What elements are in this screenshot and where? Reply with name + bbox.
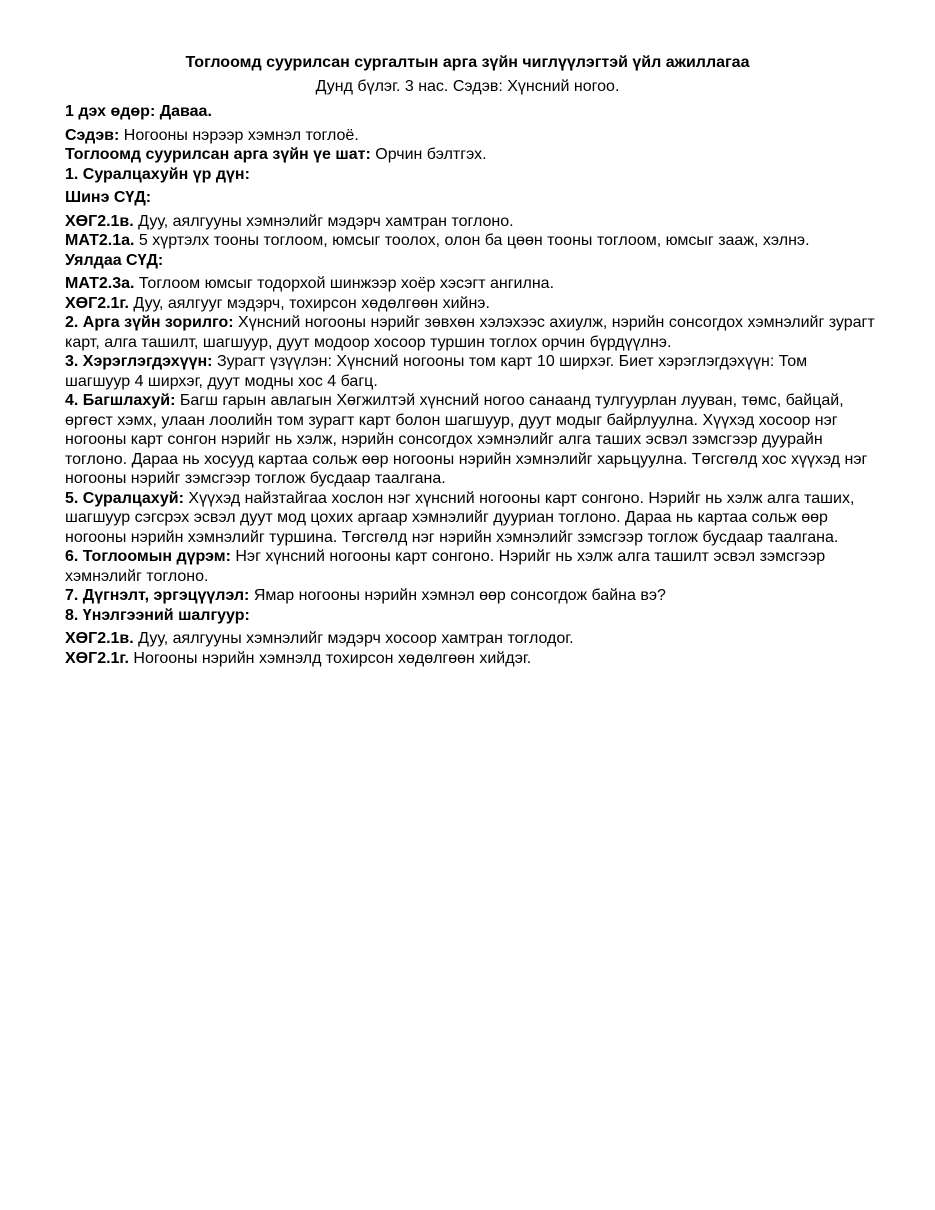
results-heading: 1. Суралцахуйн үр дүн:	[65, 165, 250, 183]
new-outcomes-heading: Шинэ СҮД:	[65, 189, 152, 206]
stage-label: Тоглоомд суурилсан арга зүйн үе шат:	[65, 146, 371, 163]
linked-outcome-item: ХӨГ2.1г. Дуу, аялгууг мэдэрч, тохирсон хөдөлгөөн хийнэ.	[65, 294, 490, 312]
reflection-paragraph	[65, 586, 875, 606]
reflection-label: 7. Дүгнэлт, эргэцүүлэл:	[65, 587, 250, 604]
rules-paragraph	[65, 547, 875, 586]
linked-outcome-item: МАТ2.3а. Тоглоом юмсыг тодорхой шинжээр хоёр хэсэгт ангилна.	[65, 275, 555, 292]
criteria-item: ХӨГ2.1в. Дуу, аялгууны хэмнэлийг мэдэрч хосоор хамтран тоглодог.	[65, 630, 574, 647]
teaching-paragraph	[65, 391, 875, 489]
new-outcome-item: МАТ2.1а. 5 хүртэлх тооны тоглоом, юмсыг тоолох, олон ба цөөн тооны тоглоом, юмсыг зааж, хэлнэ.	[65, 232, 810, 249]
day-heading: 1 дэх өдөр: Даваа.	[65, 103, 212, 120]
stage-text: Орчин бэлтгэх.	[375, 146, 487, 163]
document-title: Тоглоомд суурилсан сургалтын арга зүйн чиглүүлэгтэй үйл ажиллагаа	[185, 54, 750, 71]
topic-line	[65, 126, 875, 146]
document-subtitle: Дунд бүлэг. 3 нас. Сэдэв: Хүнсний ногоо.	[315, 78, 620, 95]
linked-outcomes-heading: Уялдаа СҮД:	[65, 251, 164, 269]
document-body	[65, 102, 875, 668]
goal-text: Хүнсний ногооны нэрийг зөвхөн хэлэхээс ахиулж, нэрийн сонсогдох хэмнэлийг зурагт карт, алга ташилт, шагшуур, дуут модоор хосоор туршин тоглох орчин бүрдүүлнэ.	[65, 314, 875, 351]
topic-text: Ногооны нэрээр хэмнэл тоглоё.	[123, 126, 359, 144]
reflection-text: Ямар ногооны нэрийн хэмнэл өөр сонсогдож байна вэ?	[253, 587, 666, 604]
materials-label: 3. Хэрэглэгдэхүүн:	[65, 353, 213, 370]
teaching-text: Багш гарын авлагын Хөгжилтэй хүнсний ногоо санаанд тулгуурлан лууван, төмс, байцай, өргөст хэмх, улаан лоолийн том зурагт карт болон шагшуур, дуут модыг байрлуулна. Хүүхэд хосоор нэг ногооны карт сонгон нэрийг нь хэлж, нэрийн сонсогдох хэмнэлийг алга таших эсвэл зэмсгээр дуурайн тоглоно. Дараа нь хосууд картаа сольж өөр ногооны нэрийн хэмнэлийг харьцуулна. Төгсгөлд хос хүүхэд нэг ногооны нэрийг зэмсгээр тоглож бусдаар таалгана.	[65, 392, 868, 487]
materials-paragraph	[65, 352, 875, 391]
stage-line	[65, 145, 875, 165]
learning-paragraph	[65, 489, 875, 548]
criteria-item: ХӨГ2.1г. Ногооны нэрийн хэмнэлд тохирсон хөдөлгөөн хийдэг.	[65, 649, 532, 667]
materials-text: Зурагт үзүүлэн: Хүнсний ногооны том карт 10 ширхэг. Биет хэрэглэгдэхүүн: Том шагшуур 4 ширхэг, дуут модны хос 4 багц.	[65, 353, 808, 390]
goal-label: 2. Арга зүйн зорилго:	[65, 314, 234, 331]
rules-label: 6. Тоглоомын дүрэм:	[65, 548, 231, 565]
learning-label: 5. Суралцахуй:	[65, 489, 184, 507]
learning-text: Хүүхэд найзтайгаа хослон нэг хүнсний ногооны карт сонгоно. Нэрийг нь хэлж алга таших, шагшуур сэгсрэх эсвэл дуут мод цохих аргаар хэмнэлийг дууриан тоглоно. Дараа нь картаа сольж өөр ногооны нэрийн хэмнэлийг туршина. Төгсгөлд нэг нэрийн хэмнэлийг зэмсгээр тоглож бусдаар таалгана.	[65, 489, 855, 546]
goal-paragraph	[65, 313, 875, 352]
rules-text: Нэг хүнсний ногооны карт сонгоно. Нэрийг нь хэлж алга ташилт эсвэл зэмсгээр хэмнэлийг тоглоно.	[65, 548, 826, 585]
teaching-label: 4. Багшлахуй:	[65, 392, 176, 409]
criteria-heading: 8. Үнэлгээний шалгуур:	[65, 606, 250, 624]
new-outcome-item: ХӨГ2.1в. Дуу, аялгууны хэмнэлийг мэдэрч хамтран тоглоно.	[65, 212, 514, 230]
topic-label: Сэдэв:	[65, 126, 120, 144]
